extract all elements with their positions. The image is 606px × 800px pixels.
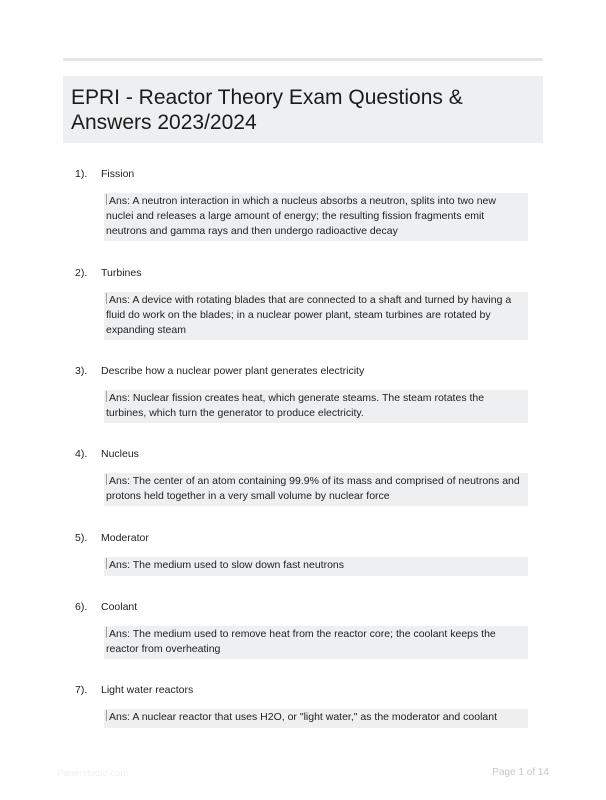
page-number: Page 1 of 14 (492, 767, 549, 778)
question-number: 1). (75, 168, 88, 180)
quote-bar (106, 627, 107, 638)
question-text: Light water reactors (101, 684, 194, 696)
answer-text: Ans: The center of an atom containing 99.9% of its mass and comprised of neutrons and protons held together in a very small volume by nuclear force (106, 475, 520, 502)
answer-text: Ans: A neutron interaction in which a nucleus absorbs a neutron, splits into two new nuclei and releases a large amount of energy; the resulting fission fragments emit neutrons and gamma rays and then undergo radioactive decay (106, 195, 496, 237)
quote-bar (106, 710, 107, 721)
answer-box (104, 626, 528, 659)
question-number: 5). (75, 532, 88, 544)
answer-box (104, 292, 528, 340)
quote-bar (106, 391, 107, 402)
question-number: 4). (75, 448, 88, 460)
question-number: 7). (75, 684, 88, 696)
question-number: 6). (75, 601, 88, 613)
quote-bar (106, 474, 107, 485)
answer-box (104, 473, 528, 506)
answer-text: Ans: The medium used to remove heat from the reactor core; the coolant keeps the reactor from overheating (106, 628, 496, 655)
question-text: Coolant (101, 601, 138, 613)
question-number: 3). (75, 365, 88, 377)
answer-box (104, 193, 528, 241)
answer-text: Ans: A nuclear reactor that uses H2O, or "light water," as the moderator and coolant (109, 711, 497, 723)
top-divider (63, 58, 543, 61)
question-number: 2). (75, 267, 88, 279)
answer-box (104, 557, 528, 576)
question-text: Nucleus (101, 448, 139, 460)
quote-bar (106, 194, 107, 205)
footer-watermark: Paperstudio.com (57, 768, 129, 779)
document-title: EPRI - Reactor Theory Exam Questions & Answers 2023/2024 (71, 86, 463, 134)
quote-bar (106, 293, 107, 304)
answer-box (104, 709, 528, 728)
quote-bar (106, 558, 107, 569)
answer-text: Ans: Nuclear fission creates heat, which generate steams. The steam rotates the turbines, which turn the generator to produce electricity. (106, 392, 485, 419)
answer-text: Ans: A device with rotating blades that are connected to a shaft and turned by having a fluid do work on the blades; in a nuclear power plant, steam turbines are rotated by expanding steam (106, 294, 512, 336)
question-text: Fission (101, 168, 135, 180)
answer-text: Ans: The medium used to slow down fast neutrons (109, 559, 345, 571)
answer-box (104, 390, 528, 423)
question-text: Describe how a nuclear power plant generates electricity (101, 365, 365, 377)
title-banner (63, 76, 543, 143)
question-text: Moderator (101, 532, 149, 544)
question-text: Turbines (101, 267, 142, 279)
